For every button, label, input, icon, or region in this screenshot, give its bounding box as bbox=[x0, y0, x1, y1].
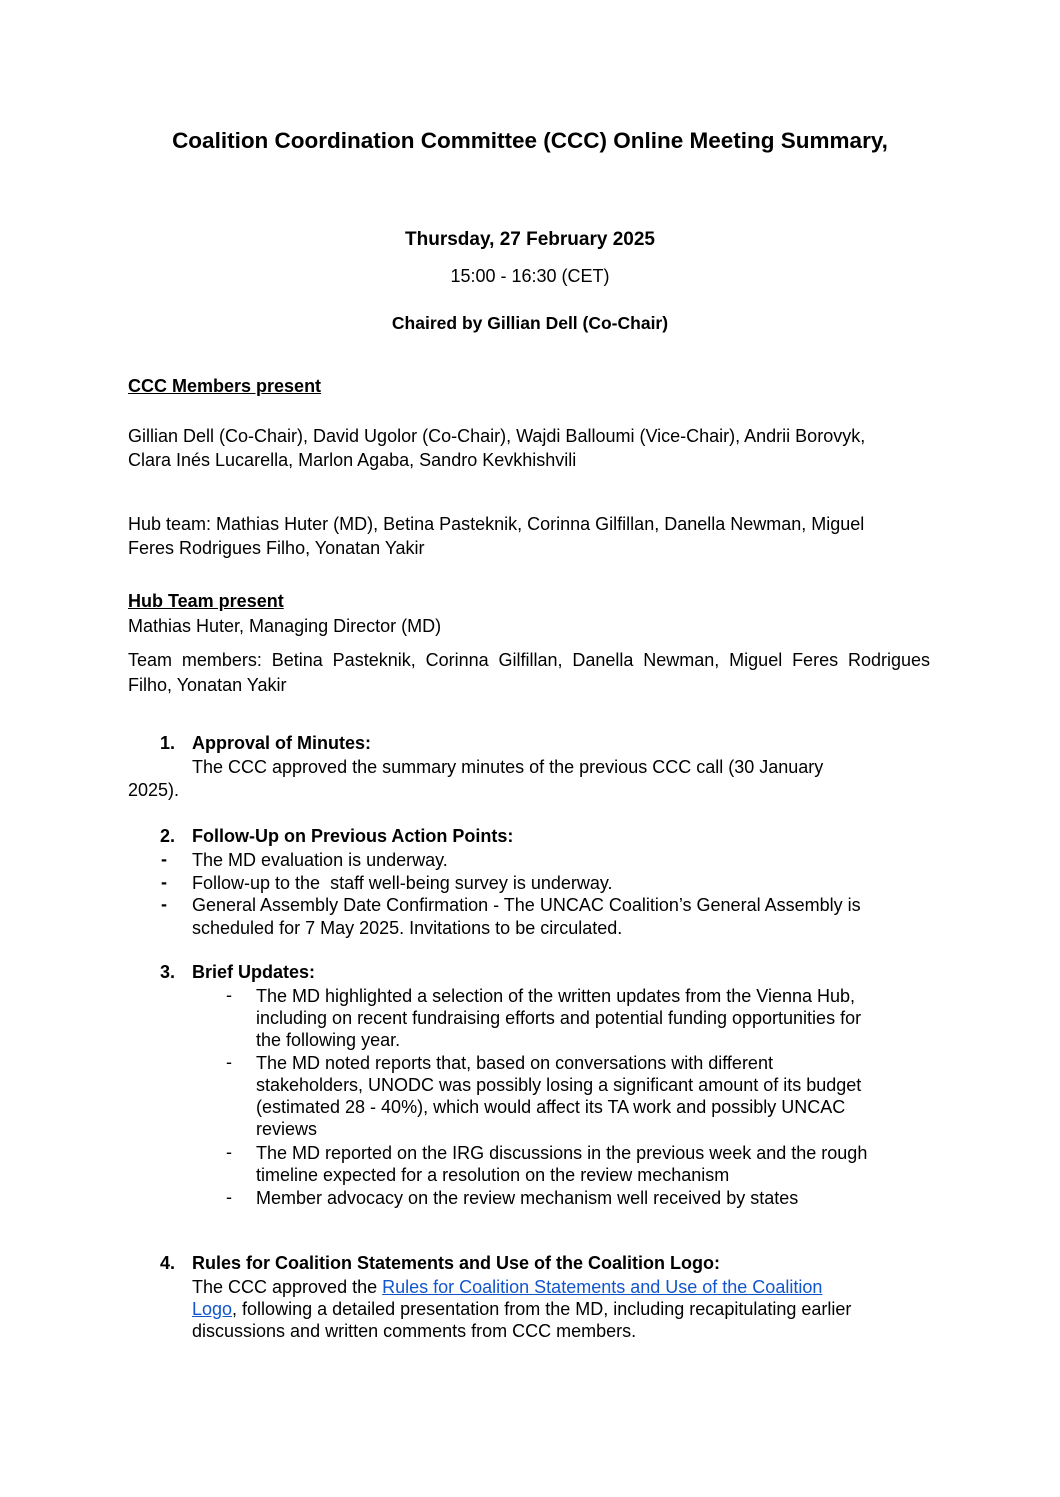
item-4-text-after-link: , following a detailed presentation from the MD, including recapitulating earlier bbox=[232, 1299, 852, 1319]
item-3-bullet-3-line-1: The MD reported on the IRG discussions in the previous week and the rough bbox=[256, 1143, 868, 1163]
rules-document-link-continued[interactable]: Logo bbox=[192, 1299, 233, 1319]
item-4-number: 4. bbox=[160, 1253, 176, 1273]
item-2-heading: Follow-Up on Previous Action Points: bbox=[192, 826, 514, 846]
meeting-date: Thursday, 27 February 2025 bbox=[405, 229, 655, 250]
document-title: Coalition Coordination Committee (CCC) Online Meeting Summary, bbox=[172, 128, 888, 153]
item-3-bullet-2-line-4: reviews bbox=[256, 1119, 318, 1139]
rules-document-link[interactable]: Rules for Coalition Statements and Use of the Coalition bbox=[382, 1277, 823, 1297]
item-3-bullet-2-line-2: stakeholders, UNODC was possibly losing a significant amount of its budget bbox=[256, 1075, 862, 1095]
members-line-1: Gillian Dell (Co-Chair), David Ugolor (Co-Chair), Wajdi Balloumi (Vice-Chair), Andrii Borovyk, bbox=[128, 426, 866, 446]
item-3-bullet-1-line-1: The MD highlighted a selection of the written updates from the Vienna Hub, bbox=[256, 986, 856, 1006]
item-2-bullet-1: The MD evaluation is underway. bbox=[192, 850, 448, 870]
bullet-marker: - bbox=[226, 1052, 232, 1072]
item-3-bullet-1-line-3: the following year. bbox=[256, 1030, 401, 1050]
item-4-line-2 bbox=[192, 1298, 851, 1321]
meeting-time: 15:00 - 16:30 (CET) bbox=[450, 266, 610, 286]
hub-team-heading: Hub Team present bbox=[128, 591, 284, 611]
item-2-bullet-2: Follow-up to the staff well-being survey is underway. bbox=[192, 873, 613, 893]
hub-team-line-2: Feres Rodrigues Filho, Yonatan Yakir bbox=[128, 538, 425, 558]
item-2-bullet-3-line-1: General Assembly Date Confirmation - The UNCAC Coalition’s General Assembly is bbox=[192, 895, 861, 915]
item-2-number: 2. bbox=[160, 826, 176, 846]
item-3-heading: Brief Updates: bbox=[192, 962, 316, 982]
item-4-line-3: discussions and written comments from CCC members. bbox=[192, 1321, 637, 1341]
hub-team-members: Team members: Betina Pasteknik, Corinna Gilfillan, Danella Newman, Miguel Feres Rodrigues Filho, Yonatan Yakir bbox=[128, 650, 930, 695]
item-3-bullet-3-line-2: timeline expected for a resolution on the review mechanism bbox=[256, 1165, 730, 1185]
item-1-line-1: The CCC approved the summary minutes of the previous CCC call (30 January bbox=[192, 757, 824, 777]
item-2-bullet-3-line-2: scheduled for 7 May 2025. Invitations to be circulated. bbox=[192, 918, 623, 938]
meeting-chair: Chaired by Gillian Dell (Co-Chair) bbox=[391, 313, 669, 333]
item-3-bullet-2-line-1: The MD noted reports that, based on conversations with different bbox=[256, 1053, 773, 1073]
hub-md: Mathias Huter, Managing Director (MD) bbox=[128, 616, 442, 636]
bullet-marker: - bbox=[226, 985, 232, 1005]
bullet-marker: - bbox=[161, 849, 167, 869]
item-4-text-before-link: The CCC approved the bbox=[192, 1277, 383, 1297]
bullet-marker: - bbox=[161, 894, 167, 914]
members-line-2: Clara Inés Lucarella, Marlon Agaba, Sandro Kevkhishvili bbox=[128, 450, 577, 470]
bullet-marker: - bbox=[161, 872, 167, 892]
members-heading: CCC Members present bbox=[128, 376, 322, 396]
item-3-number: 3. bbox=[160, 962, 176, 982]
item-4-line-1 bbox=[192, 1276, 822, 1299]
bullet-marker: - bbox=[226, 1187, 232, 1207]
hub-team-line-1: Hub team: Mathias Huter (MD), Betina Pasteknik, Corinna Gilfillan, Danella Newman, Miguel bbox=[128, 514, 865, 534]
item-1-heading: Approval of Minutes: bbox=[192, 733, 371, 753]
item-1-line-2: 2025). bbox=[128, 780, 180, 800]
item-3-bullet-1-line-2: including on recent fundraising efforts and potential funding opportunities for bbox=[256, 1008, 862, 1028]
bullet-marker: - bbox=[226, 1142, 232, 1162]
item-4-heading: Rules for Coalition Statements and Use of the Coalition Logo: bbox=[192, 1253, 721, 1273]
item-1-number: 1. bbox=[160, 733, 176, 753]
item-3-bullet-4-line-1: Member advocacy on the review mechanism well received by states bbox=[256, 1188, 799, 1208]
item-3-bullet-2-line-3: (estimated 28 - 40%), which would affect its TA work and possibly UNCAC bbox=[256, 1097, 846, 1117]
